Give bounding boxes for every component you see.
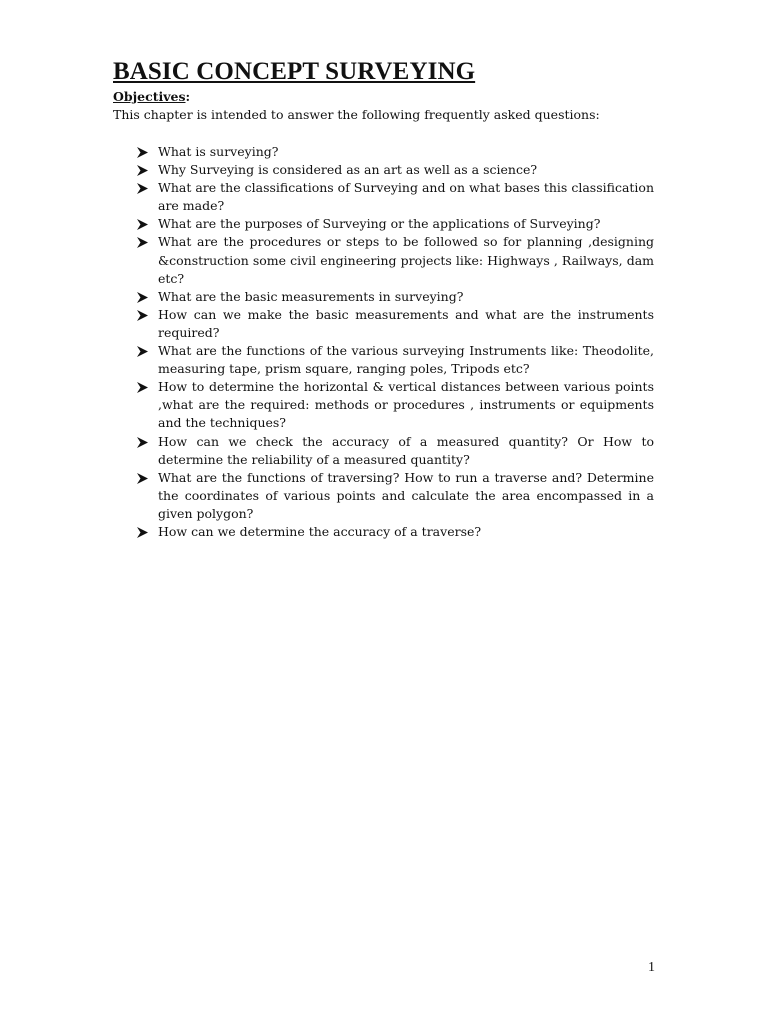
question-item (113, 433, 654, 469)
arrowhead-bullet-icon (137, 143, 149, 161)
question-item (113, 233, 654, 287)
intro-text: This chapter is intended to answer the following frequently asked questions: (113, 107, 600, 122)
question-text: How can we make the basic measurements and what are the instruments required? (158, 306, 654, 340)
arrowhead-bullet-icon (137, 288, 149, 306)
question-item (113, 161, 654, 179)
arrowhead-bullet-icon (137, 306, 149, 324)
arrowhead-bullet-icon (137, 179, 149, 197)
question-text: What are the procedures or steps to be followed so for planning ,designing &construction some civil engineering projects like: Highways , Railways, dam etc? (158, 234, 654, 286)
question-item (113, 215, 654, 233)
arrowhead-bullet-icon (137, 342, 149, 360)
question-text: What are the classifications of Surveying and on what bases this classification are made? (158, 180, 654, 214)
page-title: BASIC CONCEPT SURVEYING (113, 58, 476, 85)
objectives-colon: : (185, 89, 191, 104)
question-text: What are the functions of the various surveying Instruments like: Theodolite, measuring tape, prism square, ranging poles, Tripods etc? (158, 343, 654, 377)
question-item (113, 342, 654, 378)
question-text: What is surveying? (158, 144, 279, 159)
question-item (113, 306, 654, 342)
arrowhead-bullet-icon (137, 161, 149, 179)
page-number: 1 (648, 960, 655, 975)
arrowhead-bullet-icon (137, 469, 149, 487)
arrowhead-bullet-icon (137, 523, 149, 541)
question-item (113, 469, 654, 523)
arrowhead-bullet-icon (137, 433, 149, 451)
question-text: How to determine the horizontal & vertical distances between various points ,what are the required: methods or procedures , instruments or equipments and the techniques? (158, 379, 654, 431)
objectives-label: Objectives (113, 89, 186, 104)
question-item (113, 179, 654, 215)
arrowhead-bullet-icon (137, 378, 149, 396)
question-item (113, 378, 654, 432)
arrowhead-bullet-icon (137, 215, 149, 233)
questions-list (113, 143, 654, 541)
question-text: How can we determine the accuracy of a traverse? (158, 523, 482, 539)
question-text: What are the purposes of Surveying or the applications of Surveying? (158, 216, 601, 232)
question-text: How can we check the accuracy of a measured quantity? Or How to determine the reliability of a measured quantity? (158, 433, 654, 467)
objectives-heading (113, 89, 190, 104)
question-item (113, 523, 654, 541)
question-text: What are the basic measurements in surveying? (158, 288, 464, 304)
question-item (113, 288, 654, 306)
question-item (113, 143, 654, 161)
arrowhead-bullet-icon (137, 233, 149, 251)
question-text: What are the functions of traversing? How to run a traverse and? Determine the coordinates of various points and calculate the area encompassed in a given polygon? (158, 469, 654, 521)
question-text: Why Surveying is considered as an art as well as a science? (158, 162, 538, 178)
